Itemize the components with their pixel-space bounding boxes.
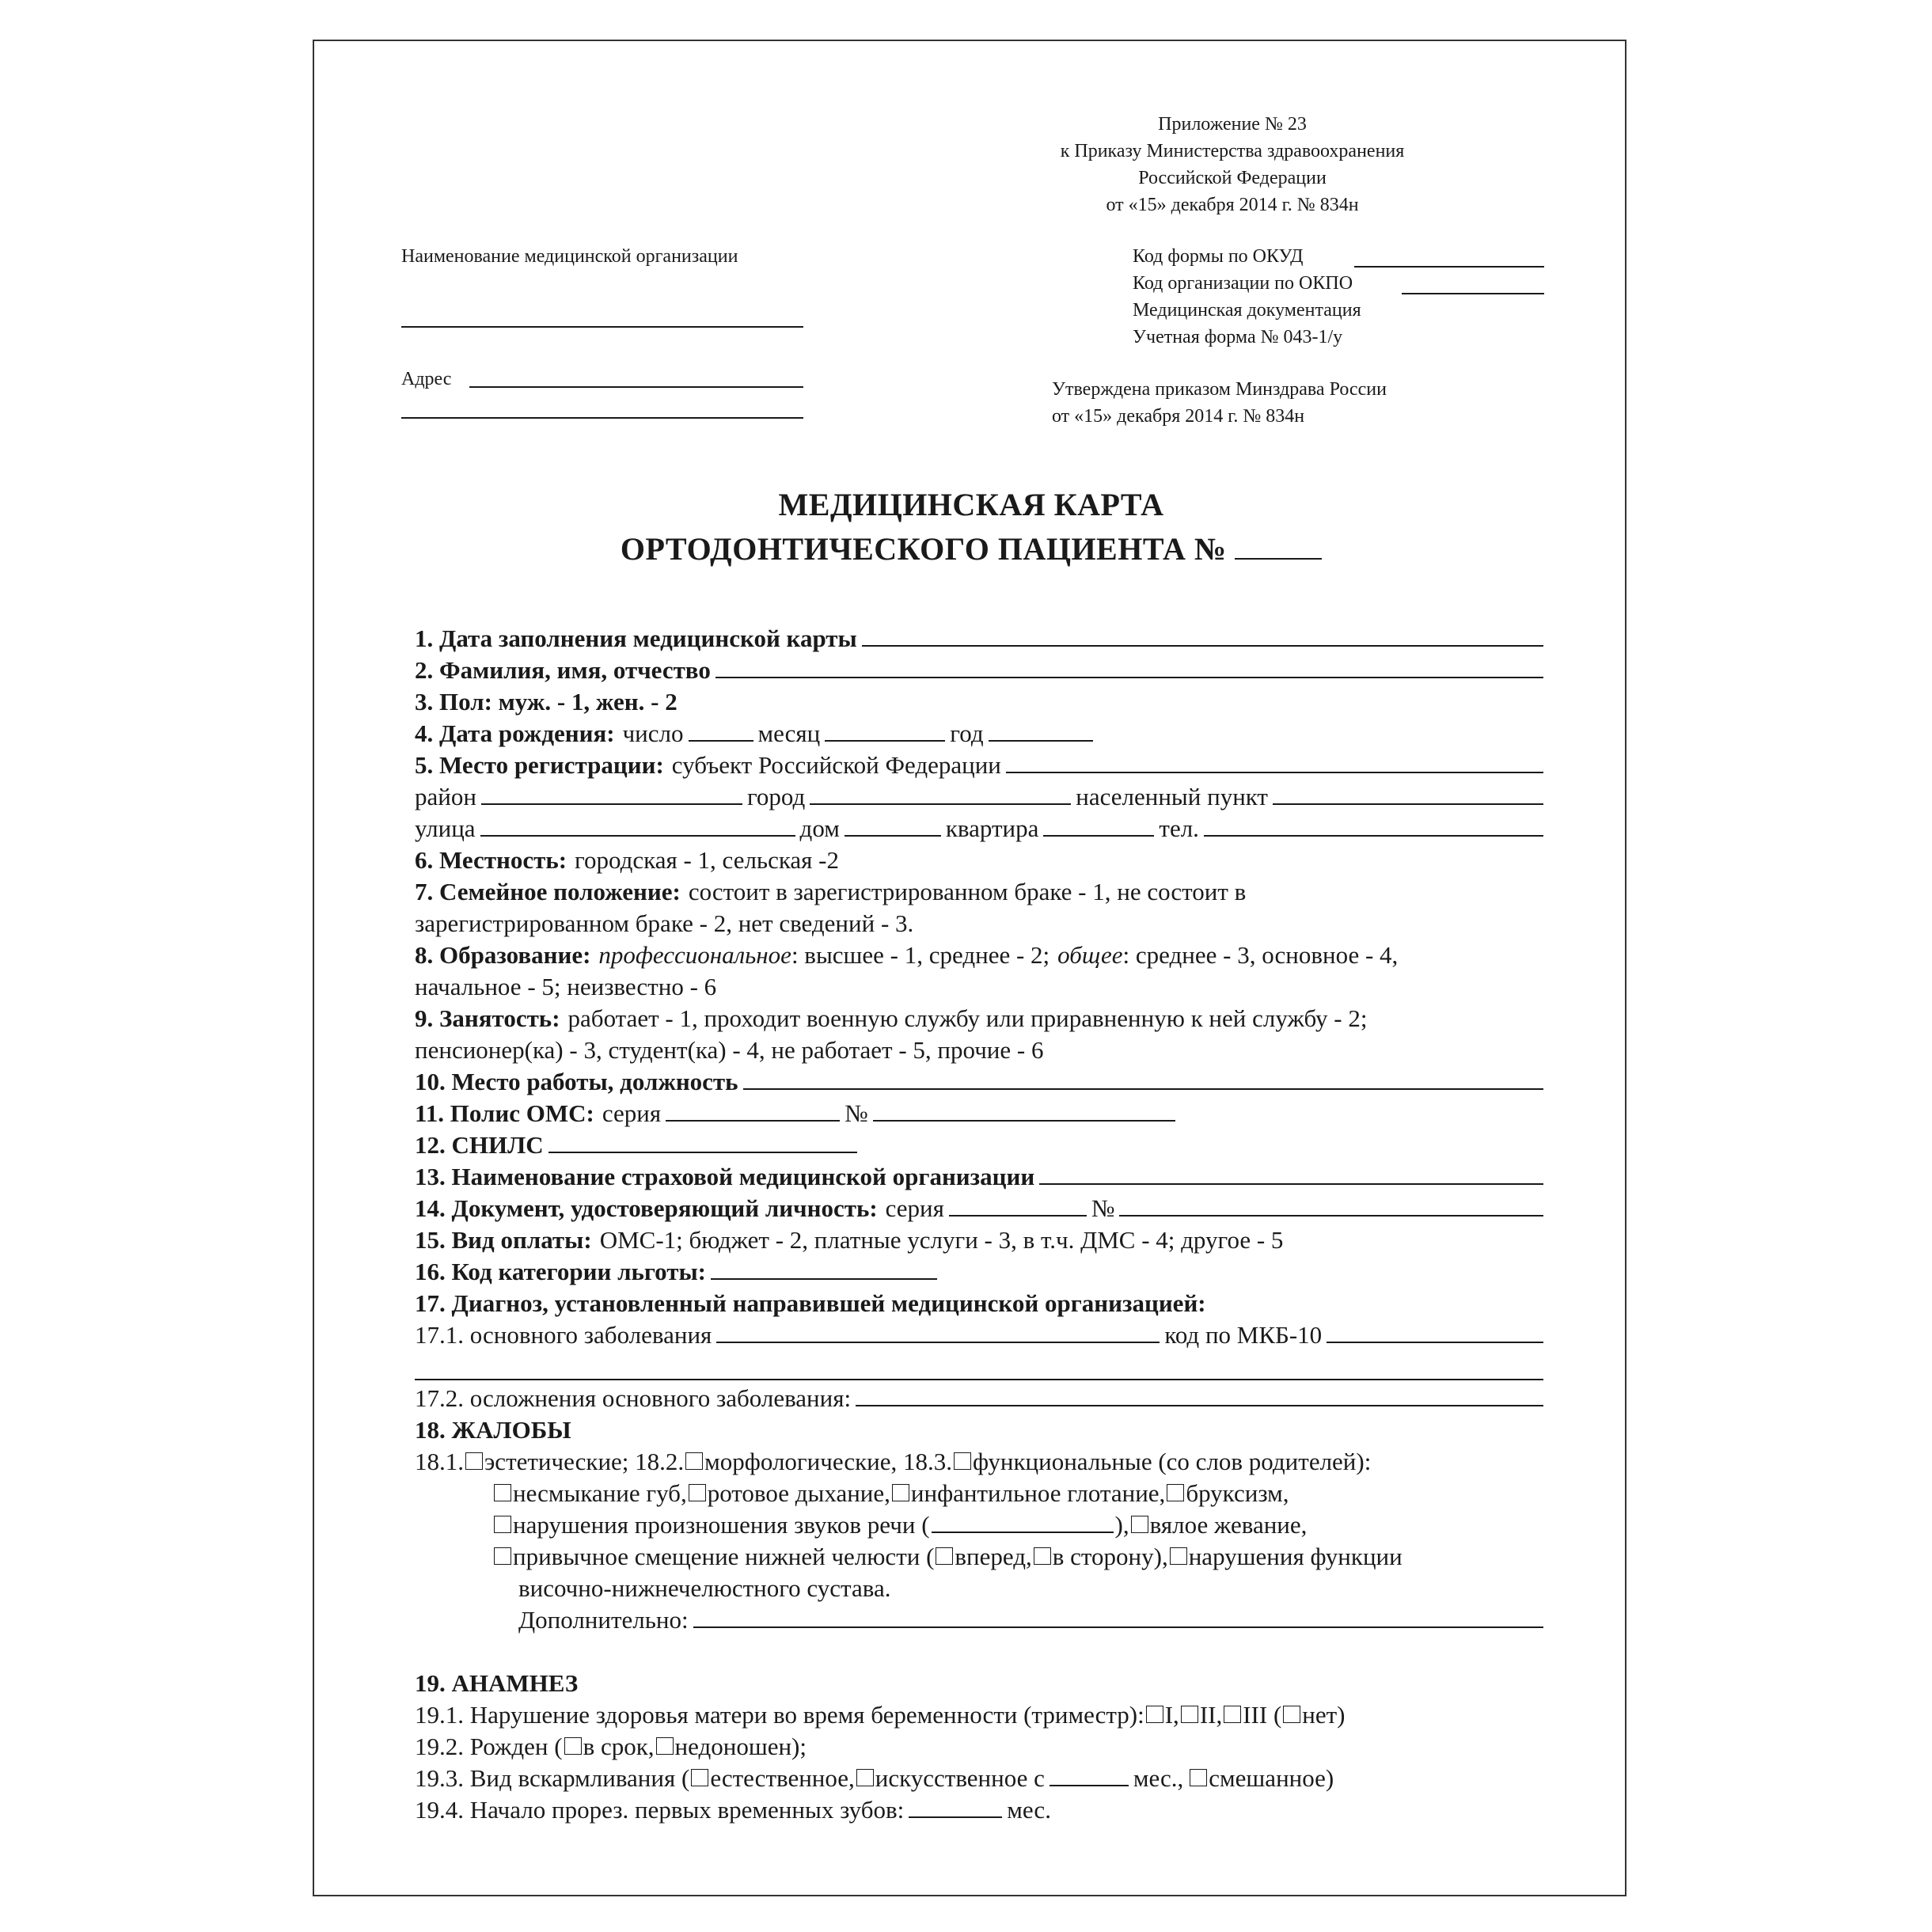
benefit-code-line[interactable] bbox=[711, 1256, 937, 1280]
oms-number-line[interactable] bbox=[873, 1098, 1175, 1122]
address-line-2[interactable] bbox=[401, 417, 803, 419]
complaints-row-3: нарушения произношения звуков речи ( ), вялое жевание, bbox=[492, 1509, 1543, 1541]
med-doc-label: Медицинская документация bbox=[1133, 300, 1361, 321]
checkbox-premature[interactable] bbox=[656, 1737, 674, 1755]
approved-line-2: от «15» декабря 2014 г. № 834н bbox=[1052, 406, 1305, 427]
snils-line[interactable] bbox=[548, 1129, 857, 1153]
title-line-2: ОРТОДОНТИЧЕСКОГО ПАЦИЕНТА № bbox=[314, 527, 1628, 571]
checkbox-lips[interactable] bbox=[494, 1484, 511, 1501]
settlement-line[interactable] bbox=[1273, 781, 1543, 805]
oms-series-line[interactable] bbox=[666, 1098, 840, 1122]
region-line[interactable] bbox=[1006, 750, 1543, 773]
field-5: 5. Место регистрации: субъект Российской Федерации bbox=[415, 750, 1543, 781]
flat-line[interactable] bbox=[1043, 813, 1154, 837]
artificial-months-line[interactable] bbox=[1050, 1763, 1129, 1786]
complaints-row-2: несмыкание губ, ротовое дыхание, инфантильное глотание, бруксизм, bbox=[492, 1478, 1543, 1509]
field-17: 17. Диагноз, установленный направившей медицинской организацией: bbox=[415, 1289, 1206, 1317]
fill-date-line[interactable] bbox=[862, 623, 1543, 647]
field-12: 12. СНИЛС bbox=[415, 1129, 1543, 1161]
id-number-line[interactable] bbox=[1119, 1193, 1543, 1217]
insurer-line[interactable] bbox=[1039, 1161, 1543, 1185]
anamnesis-19-4: 19.4. Начало прорез. первых временных зубов: мес. bbox=[415, 1796, 1051, 1824]
field-13: 13. Наименование страховой медицинской организации bbox=[415, 1161, 1543, 1193]
id-series-line[interactable] bbox=[949, 1193, 1087, 1217]
field-7-cont: зарегистрированном браке - 2, нет сведений - 3. bbox=[415, 909, 914, 937]
birth-day-line[interactable] bbox=[689, 718, 753, 742]
appendix-line-3: Российской Федерации bbox=[1138, 168, 1327, 188]
checkbox-trimester-1[interactable] bbox=[1146, 1706, 1163, 1723]
field-17-2: 17.2. осложнения основного заболевания: bbox=[415, 1383, 1543, 1414]
field-5-address-1: район город населенный пункт bbox=[415, 781, 1543, 813]
form-sheet bbox=[313, 40, 1626, 1896]
form-number: Учетная форма № 043-1/у bbox=[1133, 327, 1343, 347]
additional-line[interactable] bbox=[693, 1604, 1543, 1628]
checkbox-tmj[interactable] bbox=[1170, 1547, 1187, 1565]
field-6: 6. Местность: городская - 1, сельская -2 bbox=[415, 846, 840, 874]
full-name-line[interactable] bbox=[715, 655, 1543, 678]
district-line[interactable] bbox=[481, 781, 742, 805]
okud-line[interactable] bbox=[1354, 266, 1544, 268]
appendix-line-1: Приложение № 23 bbox=[1158, 114, 1307, 135]
anamnesis-19-2: 19.2. Рожден ( в срок, недоношен); bbox=[415, 1733, 807, 1760]
address-line-1[interactable] bbox=[469, 386, 803, 388]
anamnesis-19-3: 19.3. Вид вскармливания ( естественное, искусственное с мес., смешанное) bbox=[415, 1764, 1334, 1792]
field-8: 8. Образование: профессиональное : высшее - 1, среднее - 2; общее : среднее - 3, основное - 4, bbox=[415, 941, 1399, 969]
field-1: 1. Дата заполнения медицинской карты bbox=[415, 623, 1543, 655]
field-15: 15. Вид оплаты: ОМС-1; бюджет - 2, платные услуги - 3, в т.ч. ДМС - 4; другое - 5 bbox=[415, 1226, 1284, 1254]
field-8-cont: начальное - 5; неизвестно - 6 bbox=[415, 973, 717, 1000]
field-5-address-2: улица дом квартира тел. bbox=[415, 813, 1543, 845]
checkbox-forward[interactable] bbox=[936, 1547, 953, 1565]
approved-line-1: Утверждена приказом Минздрава России bbox=[1052, 379, 1387, 400]
checkbox-term[interactable] bbox=[564, 1737, 582, 1755]
page-title bbox=[314, 483, 1628, 571]
complaints-row-4: привычное смещение нижней челюсти ( вперед, в сторону), нарушения функции bbox=[492, 1541, 1543, 1573]
icd-code-line[interactable] bbox=[1327, 1319, 1543, 1343]
street-line[interactable] bbox=[480, 813, 795, 837]
complaints-header: 18. ЖАЛОБЫ bbox=[415, 1416, 571, 1444]
field-10: 10. Место работы, должность bbox=[415, 1066, 1543, 1098]
checkbox-artificial[interactable] bbox=[856, 1769, 874, 1786]
field-3: 3. Пол: муж. - 1, жен. - 2 bbox=[415, 688, 678, 715]
workplace-line[interactable] bbox=[743, 1066, 1543, 1090]
appendix-block bbox=[1011, 111, 1454, 218]
checkbox-natural[interactable] bbox=[691, 1769, 708, 1786]
checkbox-mouth-breathing[interactable] bbox=[689, 1484, 706, 1501]
complaints-row-5: височно-нижнечелюстного сустава. bbox=[518, 1574, 891, 1602]
checkbox-esthetic[interactable] bbox=[465, 1452, 483, 1470]
complications-line[interactable] bbox=[856, 1383, 1543, 1406]
teeth-months-line[interactable] bbox=[909, 1794, 1002, 1818]
field-14: 14. Документ, удостоверяющий личность: серия № bbox=[415, 1193, 1543, 1224]
phone-line[interactable] bbox=[1204, 813, 1543, 837]
checkbox-functional[interactable] bbox=[954, 1452, 971, 1470]
field-11: 11. Полис ОМС: серия № bbox=[415, 1098, 1543, 1129]
title-line-1: МЕДИЦИНСКАЯ КАРТА bbox=[778, 487, 1164, 522]
checkbox-trimester-3[interactable] bbox=[1224, 1706, 1241, 1723]
birth-year-line[interactable] bbox=[989, 718, 1093, 742]
checkbox-side[interactable] bbox=[1034, 1547, 1051, 1565]
field-17-1: 17.1. основного заболевания код по МКБ-10 bbox=[415, 1319, 1543, 1351]
birth-month-line[interactable] bbox=[825, 718, 945, 742]
checkbox-morphological[interactable] bbox=[685, 1452, 703, 1470]
address-label: Адрес bbox=[401, 369, 452, 389]
checkbox-speech[interactable] bbox=[494, 1516, 511, 1533]
anamnesis-header: 19. АНАМНЕЗ bbox=[415, 1669, 579, 1697]
field-16: 16. Код категории льготы: bbox=[415, 1256, 1543, 1288]
checkbox-bruxism[interactable] bbox=[1167, 1484, 1184, 1501]
field-9: 9. Занятость: работает - 1, проходит военную службу или приравненную к ней службу - 2; bbox=[415, 1004, 1368, 1032]
field-7: 7. Семейное положение: состоит в зарегистрированном браке - 1, не состоит в bbox=[415, 878, 1247, 905]
okpo-line[interactable] bbox=[1402, 293, 1544, 294]
main-disease-line-2[interactable] bbox=[415, 1379, 1543, 1380]
complaints-row-1: 18.1. эстетические; 18.2. морфологические, 18.3. функциональные (со слов родителей): bbox=[415, 1448, 1372, 1475]
checkbox-jaw-shift[interactable] bbox=[494, 1547, 511, 1565]
appendix-line-4: от «15» декабря 2014 г. № 834н bbox=[1106, 195, 1359, 215]
org-name-line[interactable] bbox=[401, 326, 803, 328]
checkbox-infantile-swallow[interactable] bbox=[892, 1484, 909, 1501]
card-number-line[interactable] bbox=[1235, 556, 1322, 560]
checkbox-chewing[interactable] bbox=[1131, 1516, 1148, 1533]
checkbox-mixed[interactable] bbox=[1190, 1769, 1207, 1786]
main-disease-line[interactable] bbox=[716, 1319, 1160, 1343]
field-4: 4. Дата рождения: число месяц год bbox=[415, 718, 1543, 750]
field-2: 2. Фамилия, имя, отчество bbox=[415, 655, 1543, 686]
complaints-additional: Дополнительно: bbox=[518, 1604, 1543, 1636]
city-line[interactable] bbox=[810, 781, 1071, 805]
appendix-line-2: к Приказу Министерства здравоохранения bbox=[1060, 141, 1405, 161]
okpo-label: Код организации по ОКПО bbox=[1133, 273, 1353, 294]
house-line[interactable] bbox=[845, 813, 941, 837]
anamnesis-19-1: 19.1. Нарушение здоровья матери во время беременности (триместр): I, II, III ( нет) bbox=[415, 1701, 1346, 1729]
org-name-label: Наименование медицинской организации bbox=[401, 246, 738, 267]
speech-sounds-line[interactable] bbox=[932, 1509, 1114, 1533]
okud-label: Код формы по ОКУД bbox=[1133, 246, 1304, 267]
field-9-cont: пенсионер(ка) - 3, студент(ка) - 4, не работает - 5, прочие - 6 bbox=[415, 1036, 1044, 1064]
checkbox-none[interactable] bbox=[1283, 1706, 1300, 1723]
checkbox-trimester-2[interactable] bbox=[1181, 1706, 1198, 1723]
